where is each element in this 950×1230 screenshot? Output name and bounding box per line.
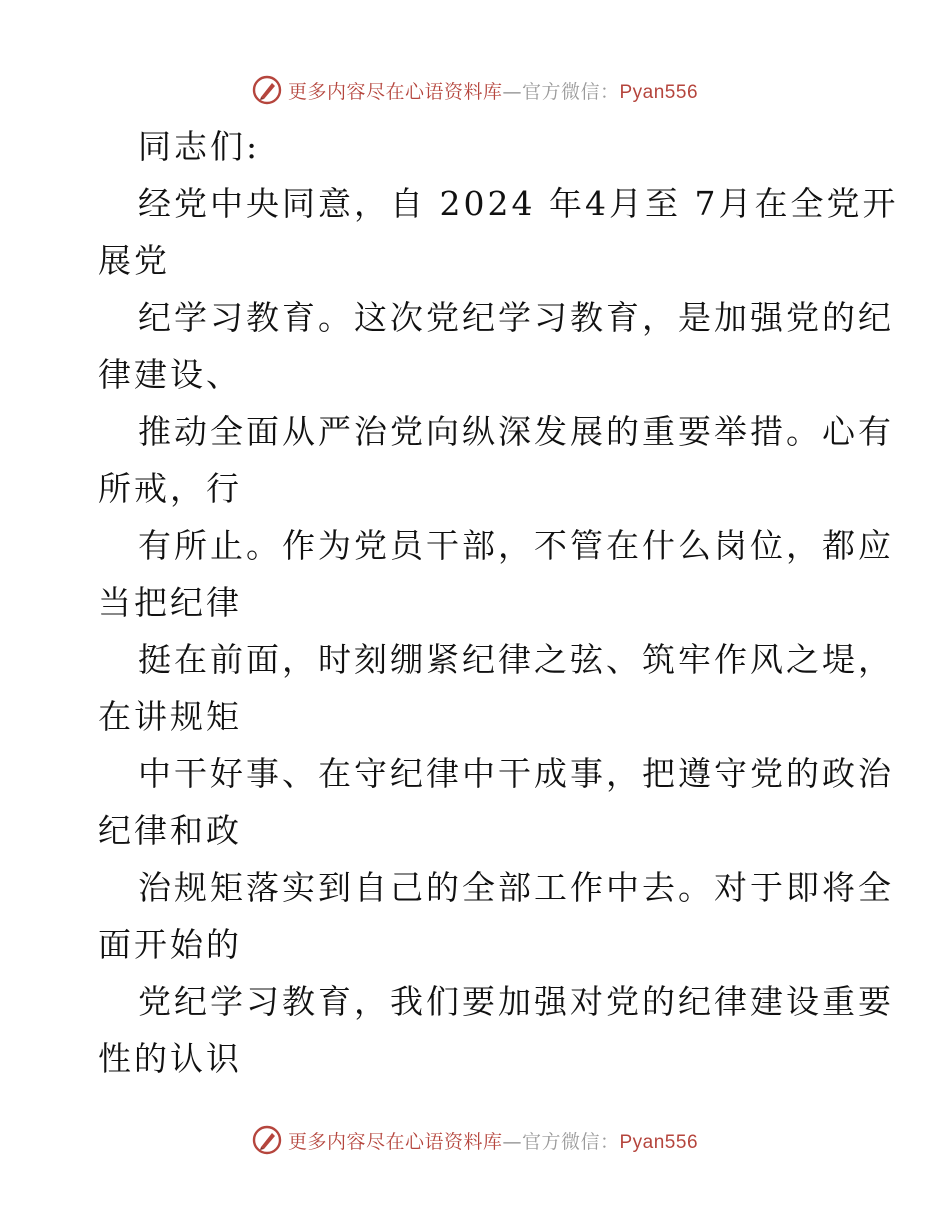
paragraph-line: 党纪学习教育，我们要加强对党的纪律建设重要: [138, 982, 894, 1021]
watermark-dash: —: [502, 1130, 522, 1153]
watermark-wechat-id: Pyan556: [619, 1131, 699, 1153]
paragraph-line: 有所止。作为党员干部，不管在什么岗位，都应: [138, 526, 894, 565]
paragraph-line: 经党中央同意，自 2024 年4月至 7月在全党开: [138, 184, 899, 223]
paragraph-line: 展党: [98, 241, 170, 280]
pen-logo-icon: [252, 75, 282, 105]
paragraph-line: 律建设、: [98, 355, 242, 394]
paragraph-line: 治规矩落实到自己的全部工作中去。对于即将全: [138, 868, 894, 907]
salutation-line: 同志们:: [138, 127, 261, 166]
paragraph-line: 中干好事、在守纪律中干成事，把遵守党的政治: [138, 754, 894, 793]
watermark-official-label: 官方微信：: [521, 1130, 620, 1153]
paragraph-line: 纪律和政: [98, 811, 242, 850]
document-body: [98, 118, 899, 1087]
paragraph-line: 在讲规矩: [98, 697, 242, 736]
paragraph-line: 所戒，行: [98, 469, 242, 508]
watermark-main-text: 更多内容尽在心语资料库: [287, 80, 503, 103]
watermark-text: [288, 77, 698, 104]
paragraph-line: 面开始的: [98, 925, 242, 964]
paragraph-line: 推动全面从严治党向纵深发展的重要举措。心有: [138, 412, 894, 451]
paragraph-line: 挺在前面，时刻绷紧纪律之弦、筑牢作风之堤，: [138, 640, 894, 679]
watermark-wechat-id: Pyan556: [619, 81, 699, 103]
watermark-official-label: 官方微信：: [521, 80, 620, 103]
footer-watermark-banner: [0, 1120, 950, 1160]
paragraph-line: 纪学习教育。这次党纪学习教育，是加强党的纪: [138, 298, 894, 337]
header-watermark-banner: [0, 70, 950, 110]
watermark-main-text: 更多内容尽在心语资料库: [287, 1130, 503, 1153]
paragraph-line: 当把纪律: [98, 583, 242, 622]
pen-logo-icon: [252, 1125, 282, 1155]
paragraph-line: 性的认识: [98, 1039, 242, 1078]
watermark-dash: —: [502, 80, 522, 103]
watermark-text: [288, 1127, 698, 1154]
